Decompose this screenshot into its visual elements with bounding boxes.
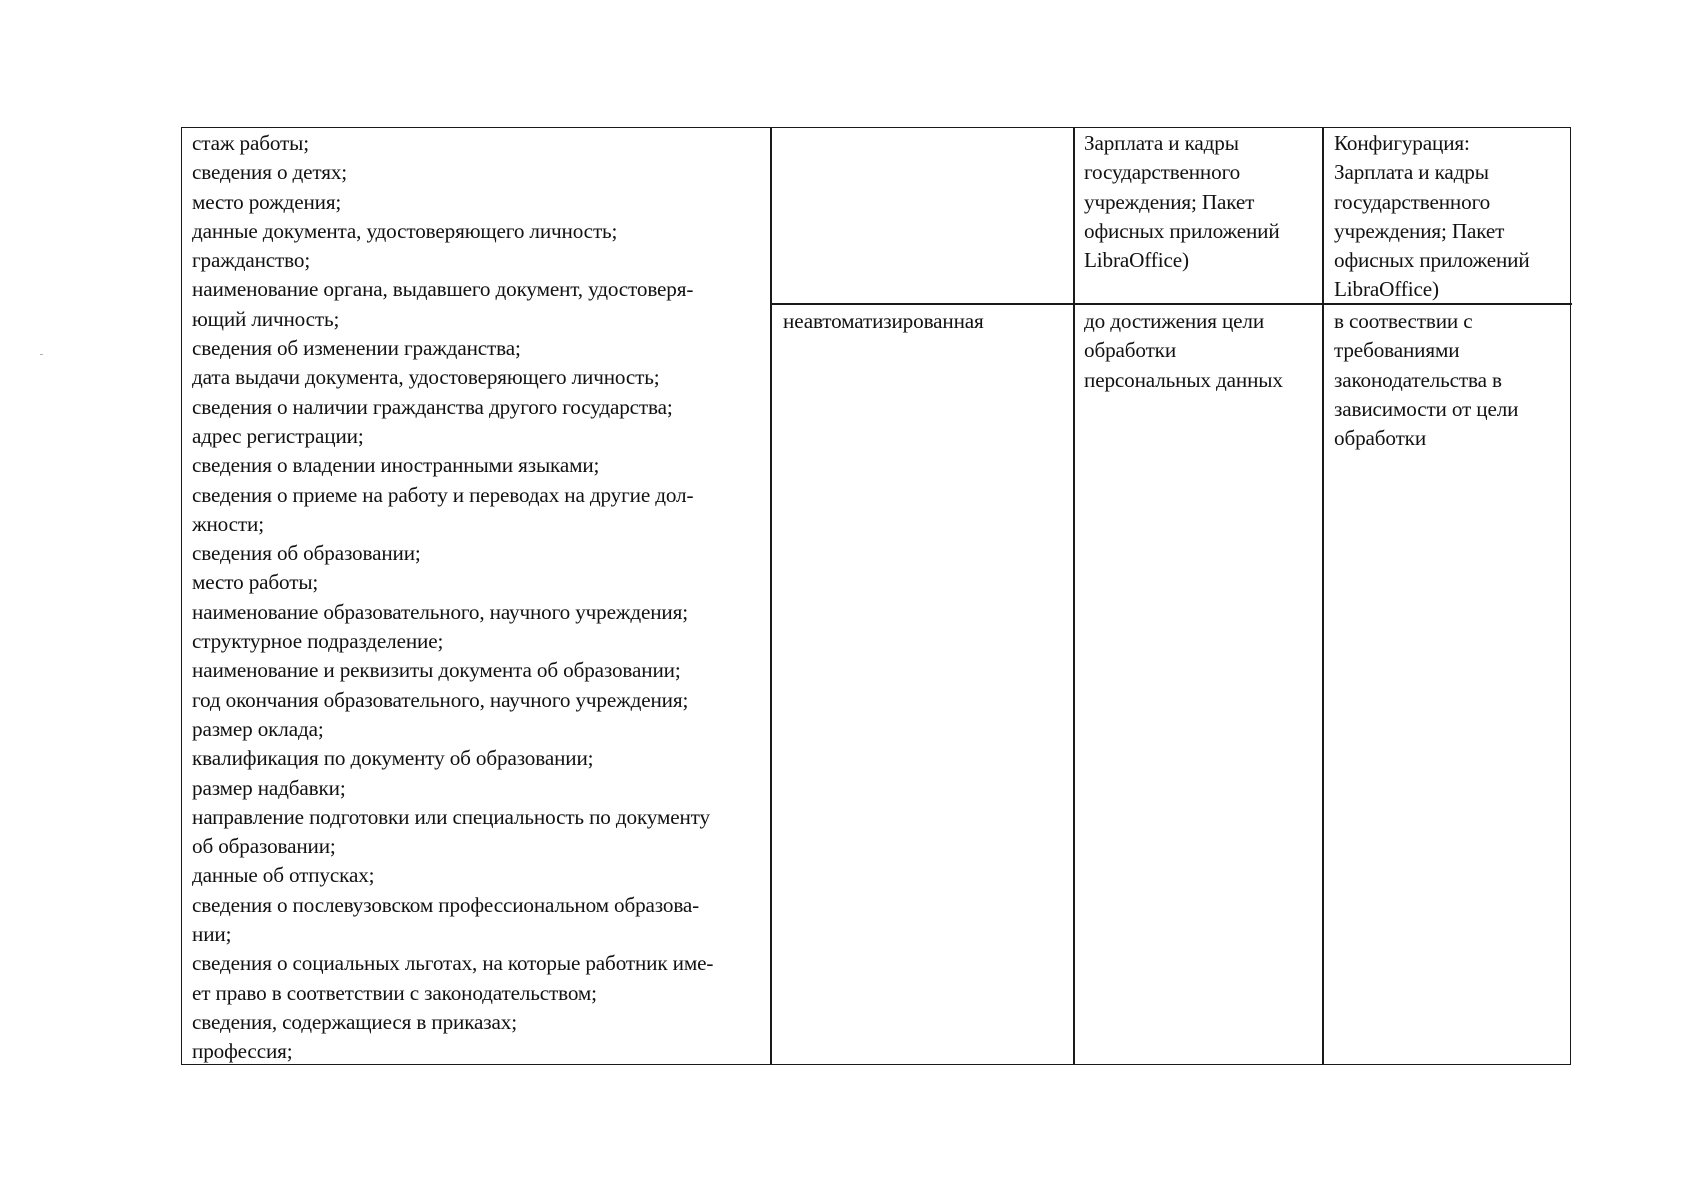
personal-data-line: ющий личность;	[192, 306, 340, 331]
personal-data-line: год окончания образовательного, научного учреждения;	[192, 687, 689, 712]
personal-data-line: дата выдачи документа, удостоверяющего личность;	[192, 365, 660, 390]
personal-data-line: сведения об изменении гражданства;	[192, 336, 521, 361]
personal-data-line: размер надбавки;	[192, 775, 346, 800]
scan-speck	[40, 354, 43, 355]
processing-method-cell: неавтоматизированная	[783, 309, 984, 333]
personal-data-line: наименование органа, выдавшего документ, удостоверя-	[192, 277, 694, 302]
personal-data-line: сведения о наличии гражданства другого государства;	[192, 394, 673, 419]
personal-data-line: наименование образовательного, научного учреждения;	[192, 599, 688, 624]
personal-data-line: об образовании;	[192, 834, 336, 859]
personal-data-line: сведения о социальных льготах, на которые работник име-	[192, 951, 714, 976]
personal-data-line: направление подготовки или специальность по документу	[192, 804, 710, 829]
personal-data-line: место работы;	[192, 570, 319, 595]
personal-data-line: нии;	[192, 922, 232, 947]
personal-data-line: сведения о приеме на работу и переводах на другие дол-	[192, 482, 694, 507]
column-divider-1	[770, 128, 772, 1064]
personal-data-line: сведения о послевузовском профессиональном образова-	[192, 892, 700, 917]
personal-data-line: размер оклада;	[192, 716, 324, 741]
personal-data-line: сведения об образовании;	[192, 541, 421, 566]
personal-data-line: место рождения;	[192, 189, 342, 214]
personal-data-line: профессия;	[192, 1039, 293, 1064]
personal-data-line: квалификация по документу об образовании;	[192, 746, 594, 771]
personal-data-line: структурное подразделение;	[192, 629, 444, 654]
personal-data-line: адрес регистрации;	[192, 423, 364, 448]
retention-basis-cell: в соотвествии с требованиями законодательства в зависимости от цели обработки	[1334, 309, 1519, 451]
personal-data-line: данные об отпусках;	[192, 863, 375, 888]
retention-period-cell: до достижения цели обработки персональных данных	[1084, 309, 1283, 392]
personal-data-line: сведения о детях;	[192, 160, 348, 185]
personal-data-line: сведения, содержащиеся в приказах;	[192, 1009, 517, 1034]
personal-data-line: ет право в соответствии с законодательством;	[192, 980, 597, 1005]
software-cell-row1: Зарплата и кадры государственного учреждения; Пакет офисных приложений LibraOffice)	[1084, 131, 1280, 273]
configuration-cell-row1: Конфигурация: Зарплата и кадры государственного учреждения; Пакет офисных приложений LibraOffice)	[1334, 131, 1530, 302]
personal-data-line: гражданство;	[192, 248, 311, 273]
personal-data-line: наименование и реквизиты документа об образовании;	[192, 658, 681, 683]
personal-data-list-cell	[192, 129, 713, 1067]
data-table	[181, 127, 1571, 1065]
personal-data-line: стаж работы;	[192, 131, 309, 155]
personal-data-line: данные документа, удостоверяющего личность;	[192, 218, 618, 243]
personal-data-line: сведения о владении иностранными языками;	[192, 453, 600, 478]
personal-data-line: жности;	[192, 511, 264, 536]
column-divider-3	[1322, 128, 1324, 1064]
column-divider-2	[1073, 128, 1075, 1064]
